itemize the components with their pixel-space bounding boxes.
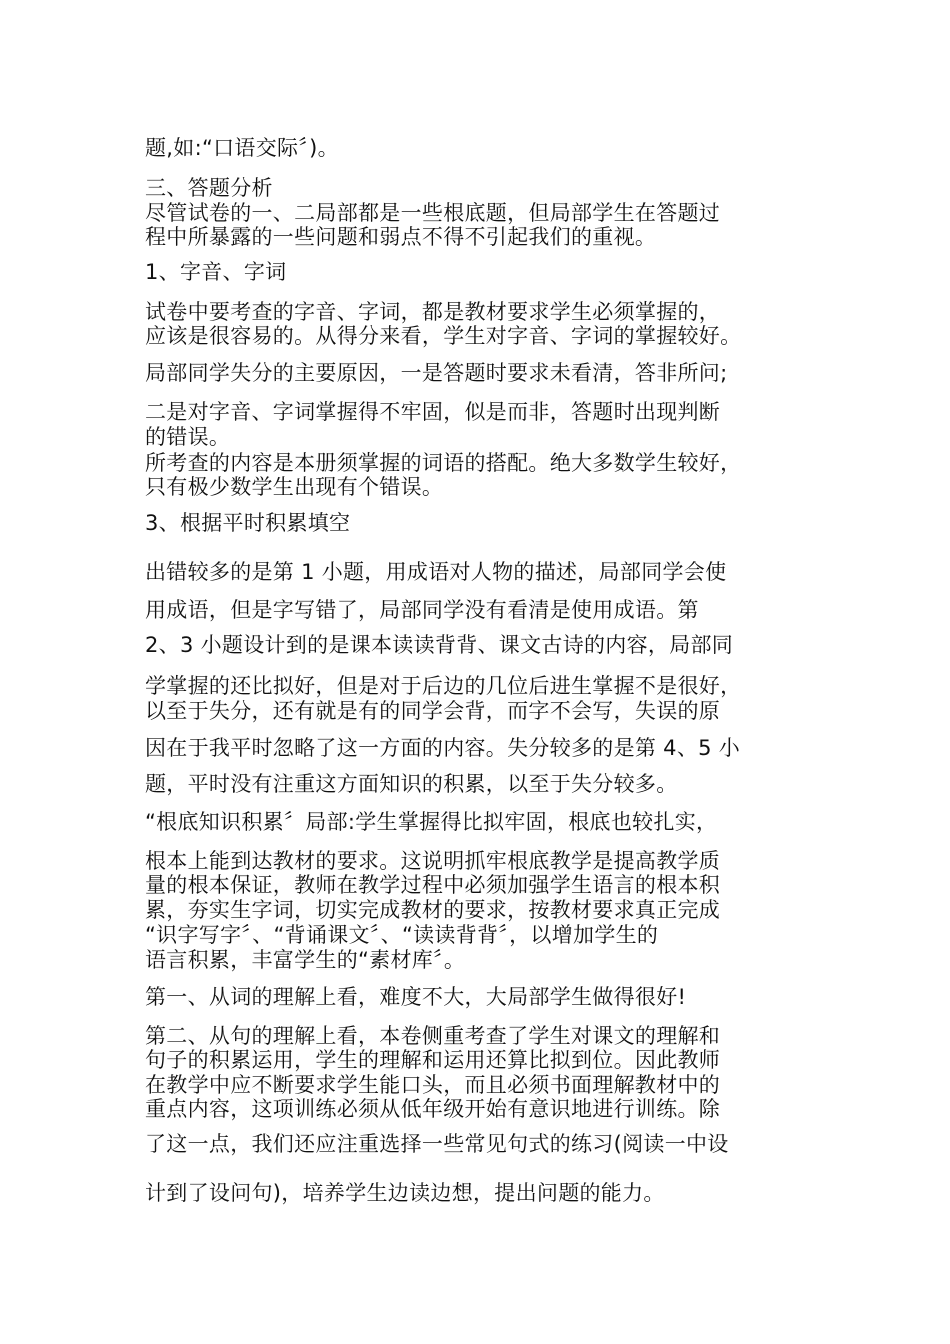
text-line: 第一、从词的理解上看，难度不大，大局部学生做得很好! [145,985,687,1009]
text-line: 2、3 小题设计到的是课本读读背背、课文古诗的内容，局部同 [145,633,734,657]
subsection-heading: 3、根据平时积累填空 [145,511,351,535]
text-line: 试卷中要考查的字音、字词，都是教材要求学生必须掌握的， [145,300,721,324]
text-line: 尽管试卷的一、二局部都是一些根底题，但局部学生在答题过 [145,201,721,225]
text-line: 题,如:“口语交际〞)。 [145,136,339,160]
text-line: 根本上能到达教材的要求。这说明抓牢根底教学是提高教学质 [145,849,721,873]
text-line: 以至于失分，还有就是有的同学会背，而字不会写，失误的原 [145,699,721,723]
section-heading: 三、答题分析 [145,176,273,200]
text-line: 量的根本保证，教师在教学过程中必须加强学生语言的根本积 [145,873,721,897]
text-line: “识字写字〞、“背诵课文〞、“读读背背〞，以增加学生的 [145,923,659,947]
text-line: 重点内容，这项训练必须从低年级开始有意识地进行训练。除 [145,1097,721,1121]
text-line: 只有极少数学生出现有个错误。 [145,475,444,499]
text-line: 句子的积累运用，学生的理解和运用还算比拟到位。因此教师 [145,1048,721,1072]
text-line: 在教学中应不断要求学生能口头，而且必须书面理解教材中的 [145,1073,721,1097]
text-line: 用成语，但是字写错了，局部同学没有看清是使用成语。第 [145,598,699,622]
text-line: 累，夯实生字词，切实完成教材的要求，按教材要求真正完成 [145,898,721,922]
text-line: 应该是很容易的。从得分来看，学生对字音、字词的掌握较好。 [145,324,742,348]
text-line: 所考查的内容是本册须掌握的词语的搭配。绝大多数学生较好， [145,451,742,475]
subsection-heading: 1、字音、字词 [145,260,287,284]
text-line: 程中所暴露的一些问题和弱点不得不引起我们的重视。 [145,225,657,249]
text-line: 的错误。 [145,425,231,449]
text-line: 局部同学失分的主要原因，一是答题时要求未看清，答非所问; [145,361,728,385]
text-line: “根底知识积累〞局部:学生掌握得比拟牢固，根底也较扎实， [145,810,718,834]
text-line: 学掌握的还比拟好，但是对于后边的几位后进生掌握不是很好， [145,674,742,698]
text-line: 二是对字音、字词掌握得不牢固，似是而非，答题时出现判断 [145,400,721,424]
text-line: 了这一点，我们还应注重选择一些常见句式的练习(阅读一中设 [145,1132,729,1156]
text-line: 第二、从句的理解上看，本卷侧重考查了学生对课文的理解和 [145,1024,721,1048]
text-line: 因在于我平时忽略了这一方面的内容。失分较多的是第 4、5 小 [145,736,741,760]
text-line: 出错较多的是第 1 小题，用成语对人物的描述，局部同学会使 [145,560,727,584]
text-line: 题，平时没有注重这方面知识的积累，以至于失分较多。 [145,772,678,796]
text-line: 语言积累，丰富学生的“素材库〞。 [145,948,466,972]
text-line: 计到了设问句)，培养学生边读边想，提出问题的能力。 [145,1181,665,1205]
